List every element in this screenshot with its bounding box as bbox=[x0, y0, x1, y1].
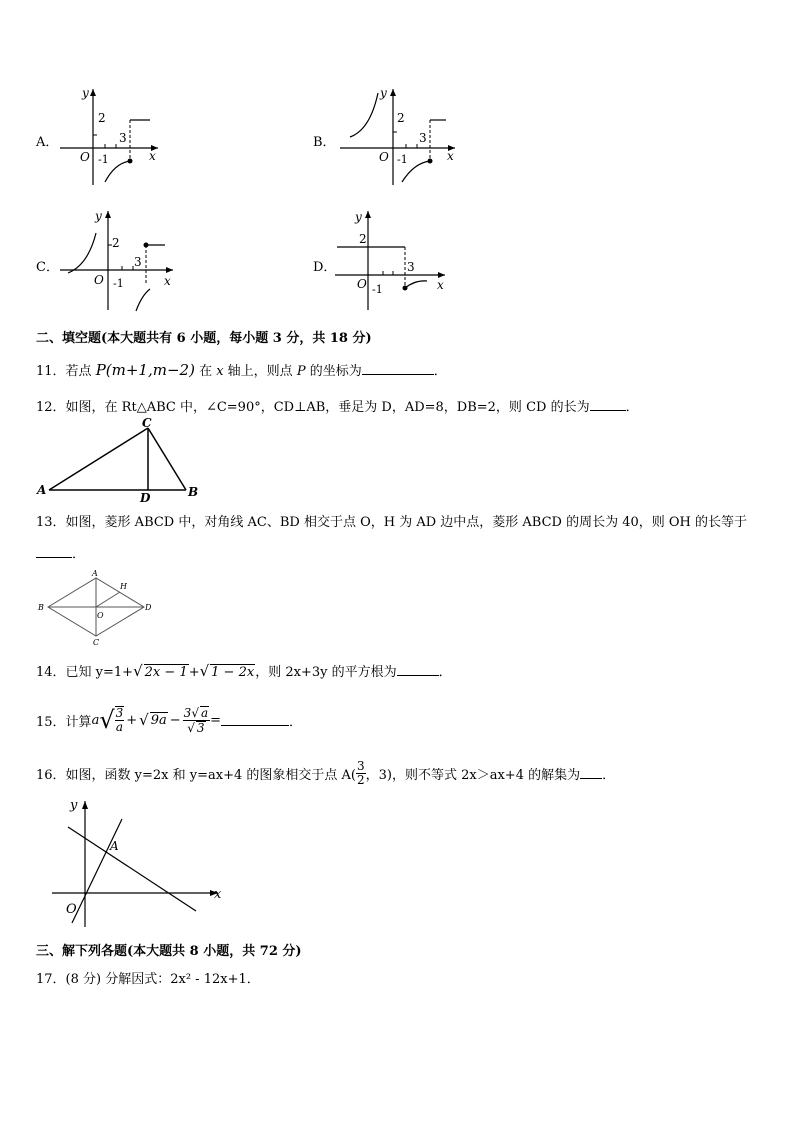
q14-text-1: 已知 y=1+ bbox=[65, 665, 134, 680]
q11-p: P bbox=[296, 364, 306, 379]
q13-vertex-b: B bbox=[38, 603, 44, 612]
q14-end: ． bbox=[438, 665, 452, 680]
tick-2-label: 2 bbox=[397, 111, 405, 125]
q13-vertex-d: D bbox=[145, 603, 152, 612]
q13-number: 13． bbox=[36, 515, 66, 530]
tick-3-label: 3 bbox=[419, 131, 427, 145]
origin-label: O bbox=[379, 150, 389, 164]
origin-label: O bbox=[357, 277, 367, 291]
q15-minus: − bbox=[169, 712, 181, 728]
q12-vertex-a: A bbox=[37, 483, 47, 497]
q14-plus: + bbox=[188, 665, 200, 680]
q16-end: ． bbox=[602, 767, 616, 783]
y-axis-label: y bbox=[95, 209, 102, 223]
q13-vertex-c: C bbox=[93, 638, 100, 647]
q12-vertex-d: D bbox=[140, 491, 151, 504]
option-a-label[interactable]: A． bbox=[36, 135, 59, 150]
option-d-graph bbox=[335, 205, 455, 315]
question-13-answer-line bbox=[36, 543, 85, 562]
q12-vertex-c: C bbox=[142, 416, 152, 430]
q15-fraction-2: $\frac{3√ a}{√ 3}$ bbox=[183, 705, 209, 735]
q11-text-4: 的坐标为 bbox=[305, 364, 362, 379]
q16-y-label: y bbox=[70, 798, 78, 813]
radical-sign: √ bbox=[99, 706, 115, 734]
x-axis-label: x bbox=[149, 149, 156, 163]
tick-neg1-label: -1 bbox=[397, 153, 408, 166]
q15-plus: + bbox=[126, 712, 138, 728]
q11-answer-blank[interactable] bbox=[362, 363, 434, 375]
q12-number: 12． bbox=[36, 400, 66, 415]
tick-2-label: 2 bbox=[98, 111, 106, 125]
q14-text-2: ，则 2x+3y 的平方根为 bbox=[255, 665, 397, 680]
q16-point-a: A bbox=[110, 839, 119, 853]
q15-equals: = bbox=[210, 712, 222, 728]
q15-text-1: 计算 bbox=[65, 714, 92, 730]
q13-vertex-a: A bbox=[92, 569, 98, 578]
q14-answer-blank[interactable] bbox=[397, 664, 439, 676]
section-3-title: 三、解下列各题(本大题共 8 小题，共 72 分) bbox=[36, 944, 302, 959]
option-d-label[interactable]: D． bbox=[313, 260, 337, 275]
q12-end: ． bbox=[625, 400, 639, 415]
q16-origin-label: O bbox=[66, 902, 77, 917]
tick-3-label: 3 bbox=[119, 131, 127, 145]
q14-number: 14． bbox=[36, 665, 66, 680]
q11-text-2: 在 bbox=[194, 364, 217, 379]
question-17: 17．(8 分) 分解因式：2x² - 12x+1． bbox=[36, 972, 260, 987]
q13-point-o: O bbox=[97, 611, 104, 620]
question-11 bbox=[36, 360, 447, 379]
q12-vertex-b: B bbox=[188, 485, 199, 499]
x-axis-label: x bbox=[437, 278, 444, 292]
q12-answer-blank[interactable] bbox=[590, 399, 626, 411]
q11-point: P(m+1,m−2) bbox=[95, 361, 195, 379]
y-axis-label: y bbox=[82, 86, 89, 100]
tick-3-label: 3 bbox=[134, 255, 142, 269]
origin-label: O bbox=[80, 150, 90, 164]
question-14 bbox=[36, 661, 452, 680]
q11-number: 11． bbox=[36, 364, 66, 379]
question-16 bbox=[36, 755, 615, 791]
q15-number: 15． bbox=[36, 714, 66, 730]
y-axis-label: y bbox=[355, 210, 362, 224]
q13-point-h: H bbox=[120, 582, 127, 591]
q15-end: ． bbox=[289, 714, 303, 730]
radical-sign: √ bbox=[133, 662, 143, 680]
q16-text-1: 如图，函数 y=2x 和 y=ax+4 的图象相交于点 A( bbox=[65, 767, 356, 783]
q11-text-3: 轴上，则点 bbox=[223, 364, 297, 379]
q13-answer-blank[interactable] bbox=[36, 546, 72, 558]
q11-text-1: 若点 bbox=[65, 364, 96, 379]
option-c-graph bbox=[60, 205, 185, 315]
q16-answer-blank[interactable] bbox=[580, 767, 602, 779]
question-13 bbox=[36, 511, 747, 530]
q16-fraction: $\frac{3}{2}$ bbox=[357, 758, 365, 787]
q16-text-2: ，3)，则不等式 2x＞ax+4 的解集为 bbox=[365, 767, 581, 783]
origin-label: O bbox=[94, 273, 104, 287]
tick-2-label: 2 bbox=[112, 236, 120, 250]
q16-function-graph bbox=[40, 795, 230, 935]
option-b-graph bbox=[340, 85, 465, 190]
q16-number: 16． bbox=[36, 767, 66, 783]
option-c-label[interactable]: C． bbox=[36, 260, 59, 275]
option-a-graph bbox=[60, 85, 170, 190]
option-b-label[interactable]: B． bbox=[313, 135, 336, 150]
tick-neg1-label: -1 bbox=[98, 153, 109, 166]
q12-text: 如图，在 Rt△ABC 中，∠C=90°，CD⊥AB，垂足为 D，AD=8，DB=2，则 CD 的长为 bbox=[65, 400, 590, 415]
q16-x-label: x bbox=[214, 887, 222, 902]
x-axis-label: x bbox=[447, 149, 454, 163]
q14-radicand-2: 1 − 2x bbox=[211, 665, 255, 680]
q15-radicand: 9a bbox=[150, 713, 167, 728]
q13-rhombus-figure bbox=[36, 568, 156, 648]
q13-end: ． bbox=[72, 547, 86, 562]
tick-3-label: 3 bbox=[407, 260, 415, 274]
q15-fraction-1: $\frac{3}{a}$ bbox=[115, 706, 124, 734]
x-axis-label: x bbox=[164, 274, 171, 288]
q11-end: ． bbox=[433, 364, 447, 379]
q12-triangle-figure bbox=[36, 414, 206, 504]
q15-coef-a: a bbox=[91, 712, 100, 728]
question-12 bbox=[36, 396, 639, 415]
section-2-title: 二、填空题(本大题共有 6 小题，每小题 3 分，共 18 分) bbox=[36, 331, 372, 346]
radical-sign: √ bbox=[139, 711, 149, 729]
q14-radicand-1: 2x − 1 bbox=[144, 665, 188, 680]
tick-2-label: 2 bbox=[359, 232, 367, 246]
tick-neg1-label: -1 bbox=[113, 277, 124, 290]
q13-text: 如图，菱形 ABCD 中，对角线 AC、BD 相交于点 O，H 为 AD 边中点，菱形 ABCD 的周长为 40，则 OH 的长等于 bbox=[65, 515, 748, 530]
q15-answer-blank[interactable] bbox=[221, 714, 289, 726]
q11-axis: x bbox=[216, 364, 224, 379]
tick-neg1-label: -1 bbox=[372, 283, 383, 296]
y-axis-label: y bbox=[380, 86, 387, 100]
question-15 bbox=[36, 697, 302, 743]
radical-sign: √ bbox=[199, 662, 210, 680]
